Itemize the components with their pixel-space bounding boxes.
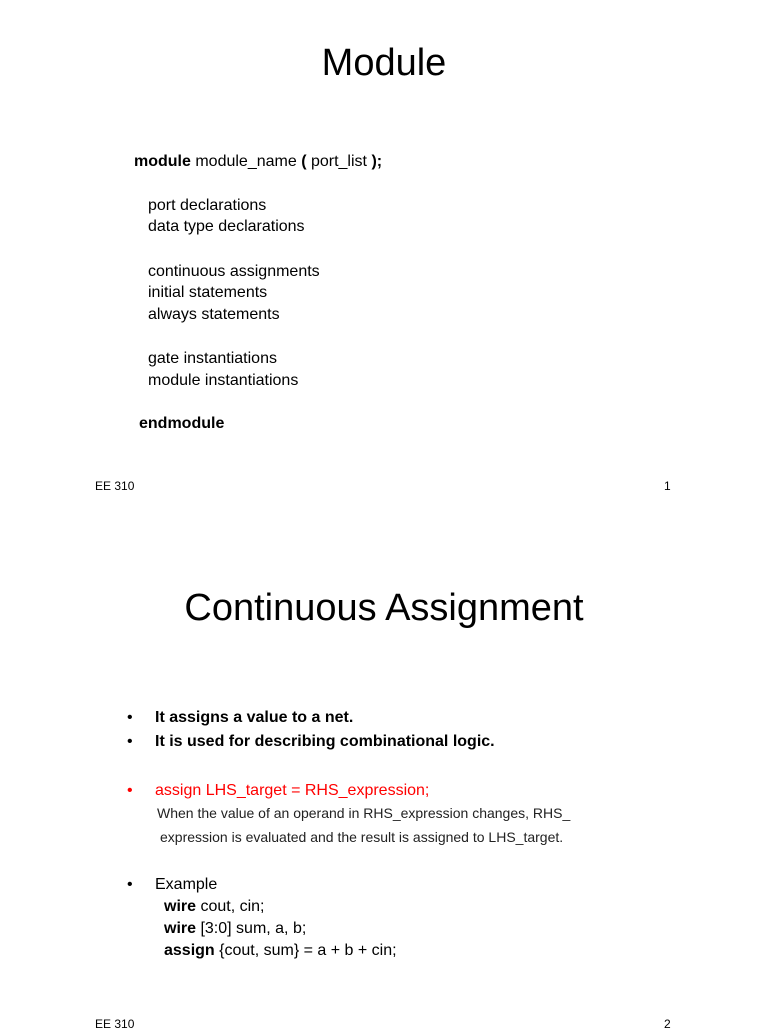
code-line [164, 919, 306, 939]
code-keyword: wire [164, 898, 197, 915]
bullet-text: It is used for describing combinational logic. [155, 733, 495, 750]
example-label: Example [155, 876, 218, 893]
bullet-text: It assigns a value to a net. [155, 709, 354, 726]
code-rest: cout, cin; [196, 898, 265, 915]
module-item: always statements [148, 306, 280, 323]
code-keyword: wire [164, 920, 197, 937]
module-name-text: module_name [190, 153, 302, 170]
footer-page-number: 2 [664, 1017, 671, 1031]
footer-course: EE 310 [95, 1017, 135, 1031]
bullet-marker: • [127, 709, 133, 726]
module-item: initial statements [148, 284, 268, 301]
slide-title: Continuous Assignment [184, 587, 584, 629]
module-item: module instantiations [148, 372, 299, 389]
module-item: data type declarations [148, 218, 305, 235]
slide-title: Module [321, 42, 447, 84]
open-paren: ( [301, 153, 307, 170]
code-line [164, 941, 397, 961]
assign-syntax: assign LHS_target = RHS_expression; [155, 782, 430, 799]
close-paren: ); [371, 153, 383, 170]
module-keyword: module [134, 153, 191, 170]
module-item: port declarations [148, 197, 267, 214]
code-rest: {cout, sum} = a + b + cin; [214, 942, 397, 959]
bullet-marker: • [127, 782, 133, 799]
code-keyword: assign [164, 942, 215, 959]
module-item: gate instantiations [148, 350, 277, 367]
code-rest: [3:0] sum, a, b; [196, 920, 307, 937]
bullet-marker: • [127, 733, 133, 750]
explanation-line: When the value of an operand in RHS_expression changes, RHS_ [157, 805, 571, 821]
footer-course: EE 310 [95, 479, 135, 493]
slide-module [0, 0, 768, 512]
code-line [164, 897, 265, 917]
slide-continuous-assignment [0, 512, 768, 1031]
bullet-marker: • [127, 876, 133, 893]
endmodule-keyword: endmodule [139, 415, 225, 432]
module-item: continuous assignments [148, 263, 320, 280]
module-syntax-line [134, 152, 382, 172]
port-list-text: port_list [306, 153, 372, 170]
explanation-line: expression is evaluated and the result is assigned to LHS_target. [160, 829, 564, 845]
footer-page-number: 1 [664, 479, 671, 493]
